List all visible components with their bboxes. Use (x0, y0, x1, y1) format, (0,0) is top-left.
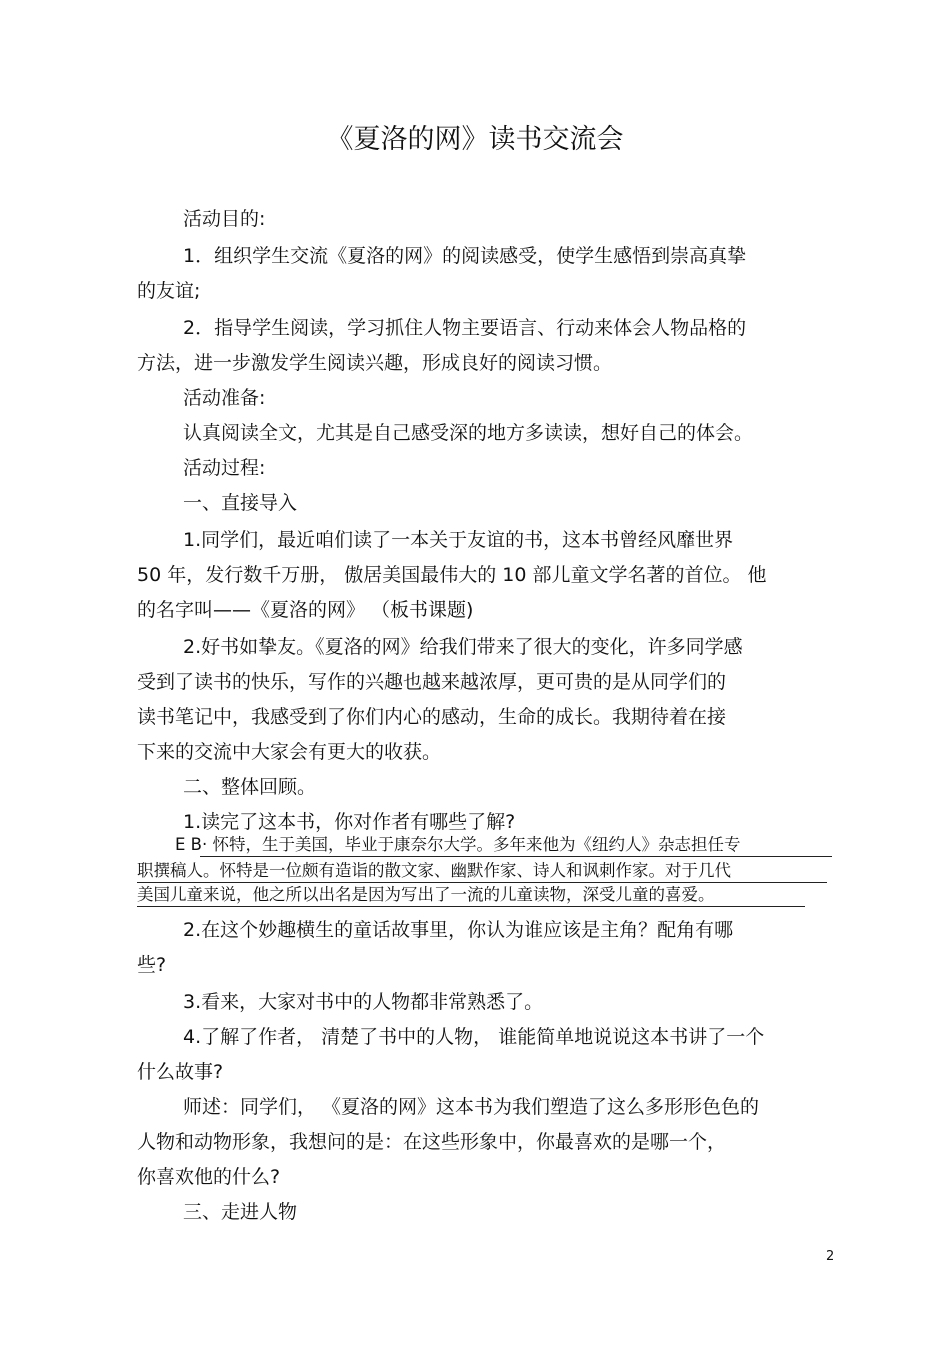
text-line: 人物和动物形象，我想问的是：在这些形象中，你最喜欢的是哪一个， (137, 1131, 727, 1153)
section-heading: 三、走进人物 (183, 1201, 298, 1223)
text-line: 下来的交流中大家会有更大的收获。 (137, 741, 442, 763)
underline (137, 906, 805, 907)
text-line: 活动目的: (183, 208, 266, 230)
text-line: 2.在这个妙趣横生的童话故事里，你认为谁应该是主角？配角有哪 (183, 919, 734, 941)
text-line: 1．组织学生交流《夏洛的网》的阅读感受，使学生感悟到崇高真挚 (183, 245, 747, 267)
text-line: 的友谊; (137, 280, 201, 302)
text-line: 师述：同学们， 《夏洛的网》这本书为我们塑造了这么多形形色色的 (183, 1096, 760, 1118)
text-line: 1.读完了这本书，你对作者有哪些了解? (183, 811, 516, 833)
text-line: 50 年，发行数千万册， 傲居美国最伟大的 10 部儿童文学名著的首位。 他 (137, 564, 767, 586)
text-line: 的名字叫——《夏洛的网》 （板书课题) (137, 599, 474, 621)
section-heading: 二、整体回顾。 (183, 776, 317, 798)
text-line: 活动准备: (183, 387, 266, 409)
text-line: 受到了读书的快乐，写作的兴趣也越来越浓厚，更可贵的是从同学们的 (137, 671, 727, 693)
underline (200, 856, 832, 857)
page-number: 2 (826, 1249, 835, 1264)
text-line: 读书笔记中，我感受到了你们内心的感动，生命的成长。我期待着在接 (137, 706, 727, 728)
text-line: 3.看来，大家对书中的人物都非常熟悉了。 (183, 991, 544, 1013)
text-line: 2．指导学生阅读，学习抓住人物主要语言、行动来体会人物品格的 (183, 317, 747, 339)
author-note-line: E B· 怀特，生于美国，毕业于康奈尔大学。多年来他为《纽约人》杂志担任专 (175, 835, 741, 854)
text-line: 你喜欢他的什么? (137, 1166, 281, 1188)
text-line: 活动过程: (183, 457, 266, 479)
text-line: 什么故事? (137, 1061, 224, 1083)
text-line: 4.了解了作者， 清楚了书中的人物， 谁能简单地说说这本书讲了一个 (183, 1026, 765, 1048)
author-note-line: 美国儿童来说，他之所以出名是因为写出了一流的儿童读物，深受儿童的喜爱。 (137, 885, 715, 904)
document-title: 《夏洛的网》读书交流会 (326, 124, 624, 155)
text-line: 2.好书如挚友。《夏洛的网》给我们带来了很大的变化，许多同学感 (183, 636, 743, 658)
text-line: 些? (137, 954, 167, 976)
text-line: 1.同学们，最近咱们读了一本关于友谊的书，这本书曾经风靡世界 (183, 529, 734, 551)
section-heading: 一、直接导入 (183, 492, 298, 514)
underline (137, 882, 827, 883)
text-line: 方法，进一步激发学生阅读兴趣，形成良好的阅读习惯。 (137, 352, 613, 374)
text-line: 认真阅读全文，尤其是自己感受深的地方多读读，想好自己的体会。 (183, 422, 754, 444)
author-note-line: 职撰稿人。怀特是一位颇有造诣的散文家、幽默作家、诗人和讽刺作家。对于几代 (137, 861, 731, 880)
